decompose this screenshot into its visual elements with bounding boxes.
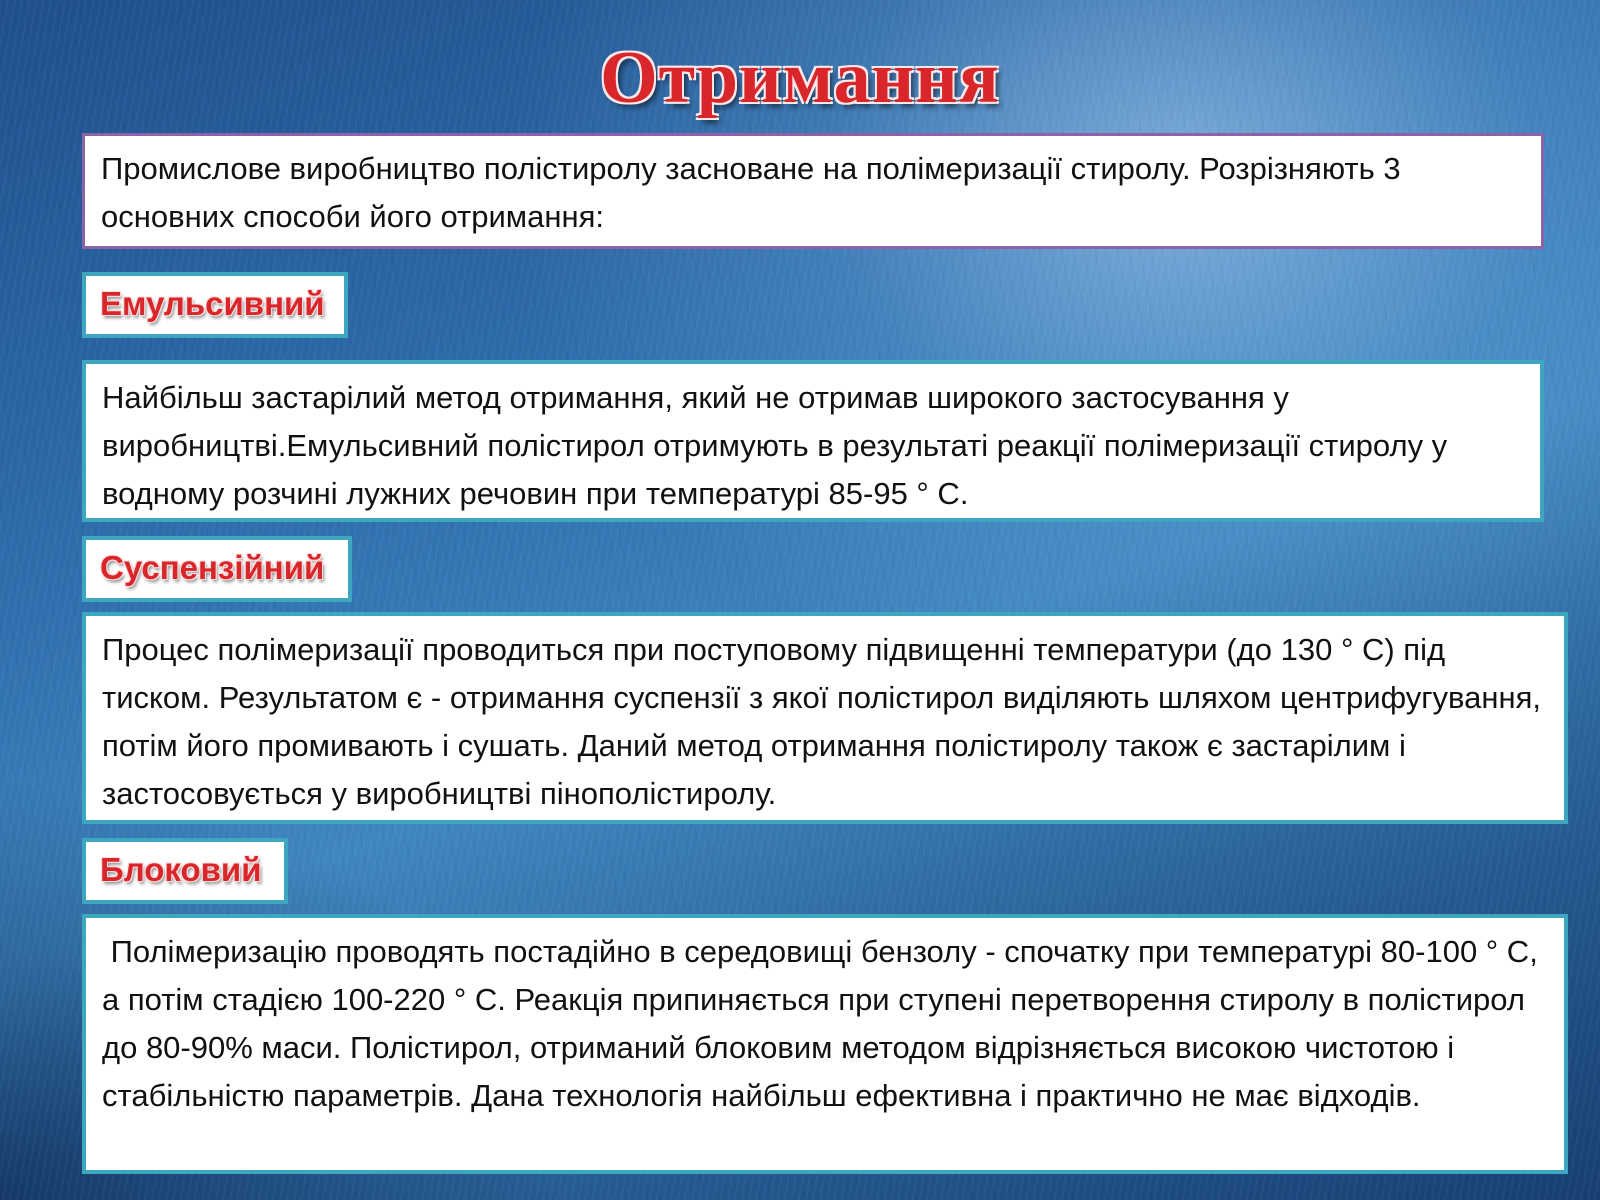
method-description-emulsion (82, 360, 1544, 522)
intro-text: Промислове виробництво полістиролу засноване на полімеризації стиролу. Розрізняють 3 основних способи його отримання: (101, 151, 1401, 234)
method-description-text: Процес полімеризації проводиться при поступовому підвищенні температури (до 130 ° С) під тиском. Результатом є - отримання суспензії з якої полістирол виділяють шляхом центрифугування, потім його промивають і сушать. Даний метод отримання полістиролу також є застарілим і застосовується у виробництві пінополістиролу. (102, 632, 1542, 811)
intro-text-box (82, 133, 1544, 249)
method-description-text: Полімеризацію проводять постадійно в середовищі бензолу - спочатку при температурі 80-100 ° С, а потім стадією 100-220 ° С. Реакція припиняється при ступені перетворення стиролу в полістирол до 80-90% маси. Полістирол, отриманий блоковим методом відрізняється високою чистотою і стабільністю параметрів. Дана технологія найбільш ефективна і практично не має відходів. (102, 934, 1547, 1113)
method-label-block: Блоковий (82, 838, 288, 904)
method-description-text: Найбільш застарілий метод отримання, який не отримав широкого застосування у виробництві.Емульсивний полістирол отримують в результаті реакції полімеризації стиролу у водному розчині лужних речовин при температурі 85-95 ° С. (102, 380, 1448, 511)
method-description-block (82, 914, 1568, 1174)
method-label-emulsion: Емульсивний (82, 272, 348, 338)
method-label-suspension: Суспензійний (82, 536, 352, 602)
method-description-suspension (82, 612, 1568, 824)
slide-title: Отримання (600, 37, 1000, 119)
